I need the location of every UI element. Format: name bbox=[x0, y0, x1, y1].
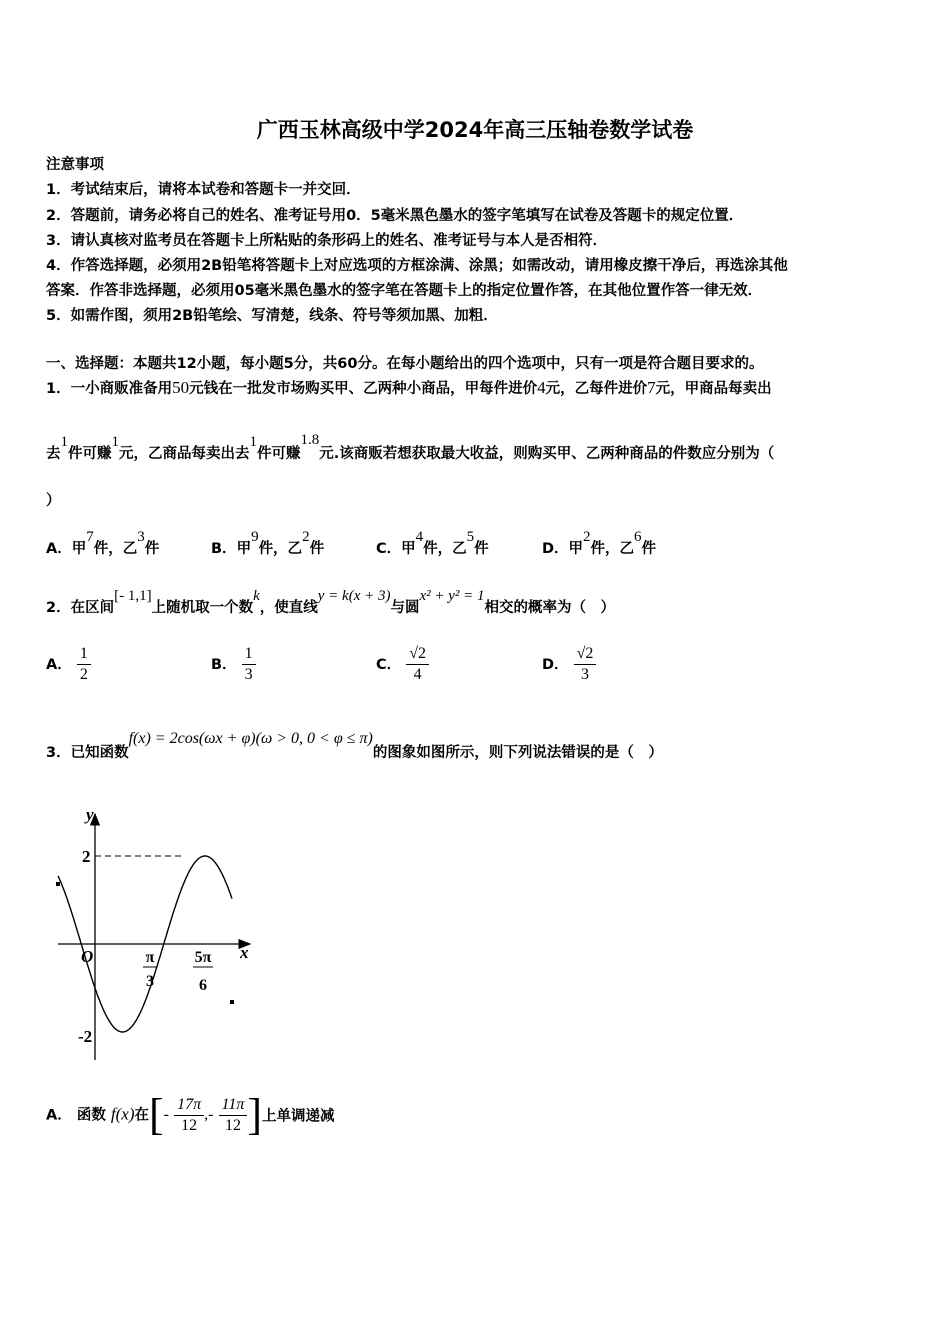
x-tick-2-num: 5π bbox=[194, 949, 212, 966]
notice-item: 1．考试结束后，请将本试卷和答题卡一并交回． bbox=[46, 182, 361, 198]
y-axis-label: y bbox=[86, 805, 94, 824]
question-3: 3．已知函数$^{f(x) = 2cos(\omega x + \varphi)(\omega > 0, 0 < \varphi \le \pi)}$的图象如图所示，则下列说法错误的是（ ） bbox=[46, 730, 663, 761]
q1-option-a[interactable]: A．甲$^7$件，乙$^3$件 bbox=[46, 529, 160, 557]
notice-item: 2．答题前，请务必将自己的姓名、准考证号用0．5毫米黑色墨水的签字笔填写在试卷及答题卡的规定位置． bbox=[46, 208, 744, 224]
q3-option-a[interactable]: A． 函数 f(x)在[- $\frac{17\pi}{12}$ ,- $\frac{11\pi}{12}$ ]上单调递减 bbox=[46, 1090, 335, 1139]
question-1-line-2: 去$^1$件可赚$^1$元，乙商品每卖出去$^1$件可赚$^{1.8}$元.该商贩若想获取最大收益，则购买甲、乙两种商品的件数应分别为（ bbox=[46, 432, 775, 462]
q2-option-d[interactable]: D． $\frac{√2}{3}$ bbox=[542, 644, 596, 685]
y-max-label: 2 bbox=[82, 847, 91, 866]
x-tick-1-den: 3 bbox=[146, 973, 154, 990]
q2-option-c[interactable]: C． $\frac{√2}{4}$ bbox=[376, 644, 429, 685]
curve-start-point bbox=[56, 882, 60, 886]
notice-item: 5．如需作图，须用2B铅笔绘、写清楚，线条、符号等须加黑、加粗． bbox=[46, 308, 498, 324]
notice-item: 答案．作答非选择题，必须用05毫米黑色墨水的签字笔在答题卡上的指定位置作答，在其他位置作答一律无效． bbox=[46, 283, 763, 299]
section-heading: 一、选择题：本题共12小题，每小题5分，共60分。在每小题给出的四个选项中，只有一项是符合题目要求的。 bbox=[46, 356, 764, 372]
page-title: 广西玉林高级中学2024年高三压轴卷数学试卷 bbox=[256, 118, 694, 142]
origin-label: O bbox=[81, 947, 94, 966]
question-1-line-1: 1．一小商贩准备用50元钱在一批发市场购买甲、乙两种小商品，甲每件进价4元，乙每件进价7元，甲商品每卖出 bbox=[46, 378, 772, 397]
x-axis-label: x bbox=[240, 943, 249, 962]
cosine-graph bbox=[50, 800, 260, 1070]
circle-equation: x² + y² = 1 bbox=[419, 588, 485, 604]
q1-option-d[interactable]: D．甲$^2$件，乙$^6$件 bbox=[542, 529, 657, 557]
x-tick-1-num: π bbox=[145, 949, 155, 966]
interval: [- 1,1] bbox=[114, 588, 152, 604]
q1-option-c[interactable]: C．甲$^4$件，乙$^5$件 bbox=[376, 529, 489, 557]
notice-item: 4．作答选择题，必须用2B铅笔将答题卡上对应选项的方框涂满、涂黑；如需改动，请用橡皮擦干净后，再选涂其他 bbox=[46, 258, 788, 274]
notice-heading: 注意事项 bbox=[46, 157, 104, 173]
function-formula: f(x) = 2cos(ωx + φ)(ω > 0, 0 < φ ≤ π) bbox=[128, 730, 373, 747]
line-equation: y = k(x + 3) bbox=[317, 588, 391, 604]
q1-option-b[interactable]: B．甲$^9$件，乙$^2$件 bbox=[211, 529, 325, 557]
question-1-close-paren: ） bbox=[46, 493, 61, 509]
function-f: f(x) bbox=[110, 1104, 135, 1124]
q2-option-a[interactable]: A． $\frac{1}{2}$ bbox=[46, 644, 91, 685]
x-tick-2-den: 6 bbox=[199, 977, 207, 994]
curve-end-point bbox=[230, 1000, 234, 1004]
question-2: 2．在区间[- 1,1]上随机取一个数$^k$，使直线$^{y = k(x + 3)}$与圆$^{x^2 + y^2 = 1}$相交的概率为（ ） bbox=[46, 588, 616, 616]
y-min-label: -2 bbox=[78, 1027, 93, 1046]
notice-item: 3．请认真核对监考员在答题卡上所粘贴的条形码上的姓名、准考证号与本人是否相符． bbox=[46, 233, 608, 249]
q2-option-b[interactable]: B． $\frac{1}{3}$ bbox=[211, 644, 256, 685]
